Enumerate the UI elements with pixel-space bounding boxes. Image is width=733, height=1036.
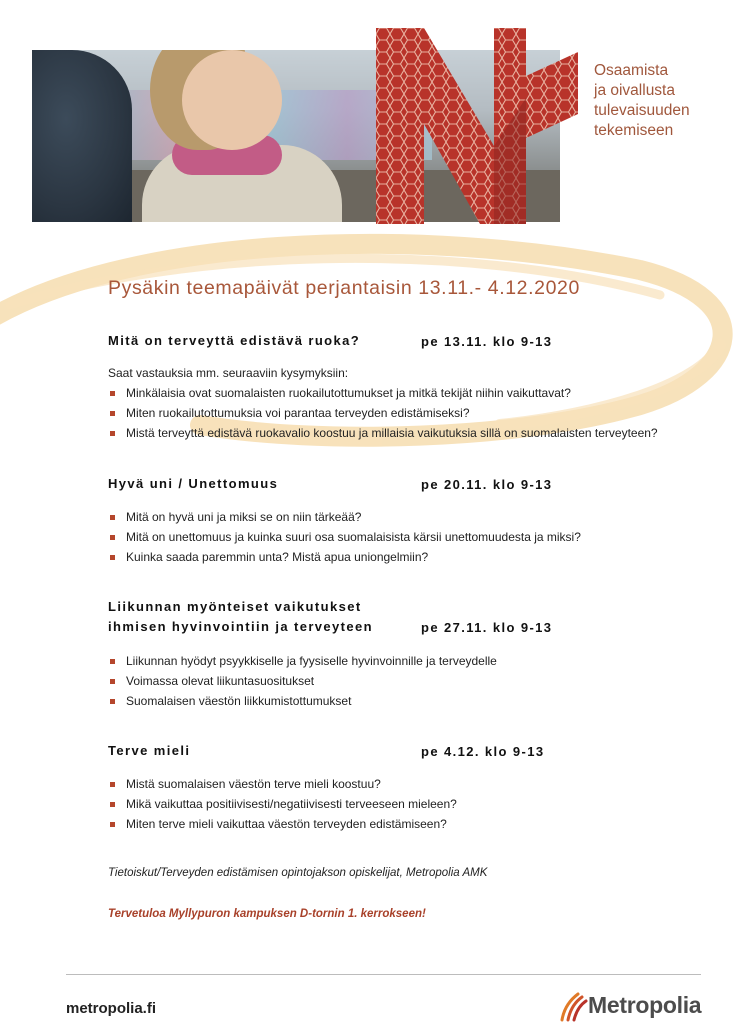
list-item <box>108 795 457 815</box>
section-date: pe 27.11. klo 9-13 <box>421 620 553 635</box>
section-title-line: Liikunnan myönteiset vaikutukset <box>108 599 362 614</box>
bullet-list <box>108 508 581 567</box>
section-title <box>108 597 373 637</box>
tagline <box>594 61 724 141</box>
list-item-text: Miten ruokailutottumuksia voi parantaa terveyden edistämiseksi? <box>126 405 470 420</box>
section-date: pe 4.12. klo 9-13 <box>421 744 545 759</box>
bullet-square-icon <box>110 782 115 787</box>
list-item-text: Liikunnan hyödyt psyykkiselle ja fyysiselle hyvinvoinnille ja terveydelle <box>126 654 497 668</box>
section-title <box>108 474 278 494</box>
bullet-list <box>108 384 658 443</box>
list-item <box>108 508 581 528</box>
bullet-square-icon <box>110 699 115 704</box>
list-item-text: Suomalaisen väestön liikkumistottumukset <box>126 693 352 708</box>
list-item-text: Minkälaisia ovat suomalaisten ruokailutottumukset ja mitkä tekijät niihin vaikuttavat? <box>126 386 571 400</box>
list-item <box>108 528 581 548</box>
list-item <box>108 775 457 795</box>
list-item <box>108 404 658 424</box>
list-item-text: Mikä vaikuttaa positiivisesti/negatiivisesti terveeseen mieleen? <box>126 796 457 811</box>
list-item-text: Mitä on hyvä uni ja miksi se on niin tärkeää? <box>126 510 362 524</box>
footer-brand: Metropolia <box>588 992 702 1018</box>
list-item-text: Voimassa olevat liikuntasuositukset <box>126 673 315 688</box>
section-title-line: Terve mieli <box>108 743 191 758</box>
list-item-text: Miten terve mieli vaikuttaa väestön terveyden edistämiseen? <box>126 816 447 831</box>
list-item-text: Mitä on unettomuus ja kuinka suuri osa suomalaisista kärsii unettomuudesta ja miksi? <box>126 529 581 544</box>
list-item <box>108 384 658 404</box>
section-intro: Saat vastauksia mm. seuraaviin kysymyksiin: <box>108 366 349 380</box>
bullet-list <box>108 652 497 711</box>
section-title <box>108 741 190 761</box>
list-item-text: Mistä terveyttä edistävä ruokavalio koostuu ja millaisia vaikutuksia sillä on suomalaisten terveyteen? <box>126 425 658 440</box>
list-item-text: Kuinka saada paremmin unta? Mistä apua uniongelmiin? <box>126 549 429 564</box>
bullet-square-icon <box>110 555 115 560</box>
section-date: pe 20.11. klo 9-13 <box>421 477 553 492</box>
tagline-line: Osaamista <box>594 62 669 79</box>
footer-divider <box>66 974 701 975</box>
list-item-text: Mistä suomalaisen väestön terve mieli koostuu? <box>126 777 381 791</box>
person-face <box>182 50 282 150</box>
bullet-square-icon <box>110 679 115 684</box>
list-item <box>108 424 658 444</box>
section-title <box>108 331 360 351</box>
footer-site-link[interactable]: metropolia.fi <box>66 1000 157 1017</box>
bullet-square-icon <box>110 659 115 664</box>
tagline-line: tulevaisuuden <box>594 102 690 119</box>
bullet-square-icon <box>110 515 115 520</box>
list-item <box>108 692 497 712</box>
decorative-swirl <box>0 215 733 495</box>
section-date: pe 13.11. klo 9-13 <box>421 334 553 349</box>
bullet-square-icon <box>110 411 115 416</box>
footnote: Tietoiskut/Terveyden edistämisen opintojakson opiskelijat, Metropolia AMK <box>108 867 488 879</box>
person-silhouette <box>32 50 132 222</box>
bullet-square-icon <box>110 391 115 396</box>
list-item <box>108 815 457 835</box>
list-item <box>108 548 581 568</box>
tagline-line: tekemiseen <box>594 122 674 139</box>
section-title-line: ihmisen hyvinvointiin ja terveyteen <box>108 619 374 634</box>
section-title-line: Hyvä uni / Unettomuus <box>108 476 279 491</box>
bullet-square-icon <box>110 822 115 827</box>
list-item <box>108 652 497 672</box>
bullet-list <box>108 775 457 834</box>
page-title: Pysäkin teemapäivät perjantaisin 13.11.- 4.12.2020 <box>108 277 580 299</box>
bullet-square-icon <box>110 802 115 807</box>
bullet-square-icon <box>110 535 115 540</box>
tagline-line: ja oivallusta <box>594 82 675 99</box>
list-item <box>108 672 497 692</box>
section-title-line: Mitä on terveyttä edistävä ruoka? <box>108 333 361 348</box>
metropolia-m-logo-icon <box>376 28 578 224</box>
welcome-text: Tervetuloa Myllypuron kampuksen D-tornin 1. kerrokseen! <box>108 908 426 920</box>
bullet-square-icon <box>110 431 115 436</box>
